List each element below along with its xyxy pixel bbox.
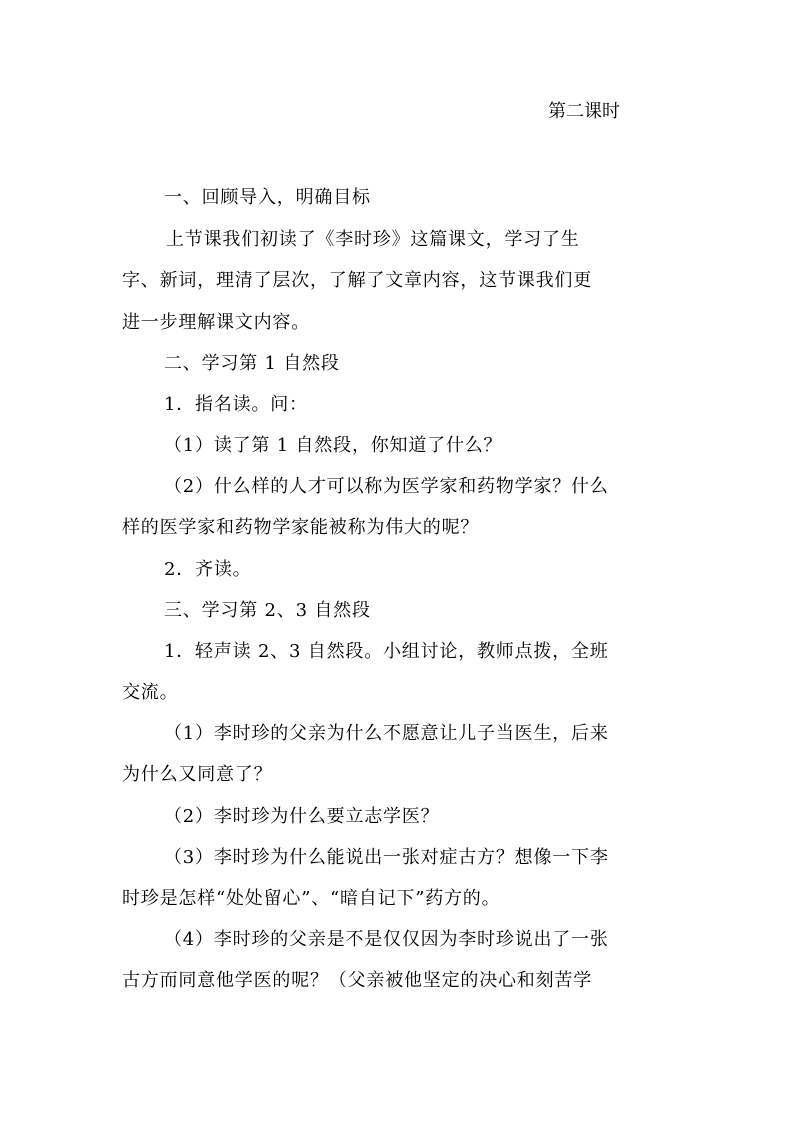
item-1-discussion-line-2: 交流。: [122, 682, 179, 703]
question-5-line-1: （3）李时珍为什么能说出一张对症古方？想像一下李: [164, 847, 609, 868]
item-1-read: 1．指名读。问：: [164, 394, 308, 415]
question-5-line-2: 时珍是怎样“处处留心”、“暗自记下”药方的。: [122, 888, 501, 909]
section-heading-3: 三、学习第 2、3 自然段: [164, 600, 371, 621]
question-3-line-1: （1）李时珍的父亲为什么不愿意让儿子当医生，后来: [164, 723, 609, 744]
section-heading-1: 一、回顾导入，明确目标: [164, 187, 371, 208]
item-2-read-together: 2．齐读。: [164, 559, 252, 580]
lesson-title: 第二课时: [548, 101, 620, 122]
question-2-line-2: 样的医学家和药物学家能被称为伟大的呢？: [122, 517, 480, 538]
question-3-line-2: 为什么又同意了？: [122, 764, 273, 785]
paragraph-intro-line-2: 字、新词，理清了层次，了解了文章内容，这节课我们更: [122, 270, 592, 291]
question-6-line-2: 古方而同意他学医的呢？（父亲被他坚定的决心和刻苦学: [122, 970, 592, 991]
question-1: （1）读了第 1 自然段，你知道了什么？: [164, 435, 503, 456]
question-2-line-1: （2）什么样的人才可以称为医学家和药物学家？什么: [164, 476, 609, 497]
paragraph-intro-line-3: 进一步理解课文内容。: [122, 312, 310, 333]
item-1-discussion-line-1: 1．轻声读 2、3 自然段。小组讨论，教师点拨，全班: [164, 641, 609, 662]
paragraph-intro-line-1: 上节课我们初读了《李时珍》这篇课文，学习了生: [166, 229, 580, 250]
question-6-line-1: （4）李时珍的父亲是不是仅仅因为李时珍说出了一张: [164, 929, 609, 950]
question-4: （2）李时珍为什么要立志学医？: [164, 806, 440, 827]
section-heading-2: 二、学习第 1 自然段: [164, 353, 340, 374]
